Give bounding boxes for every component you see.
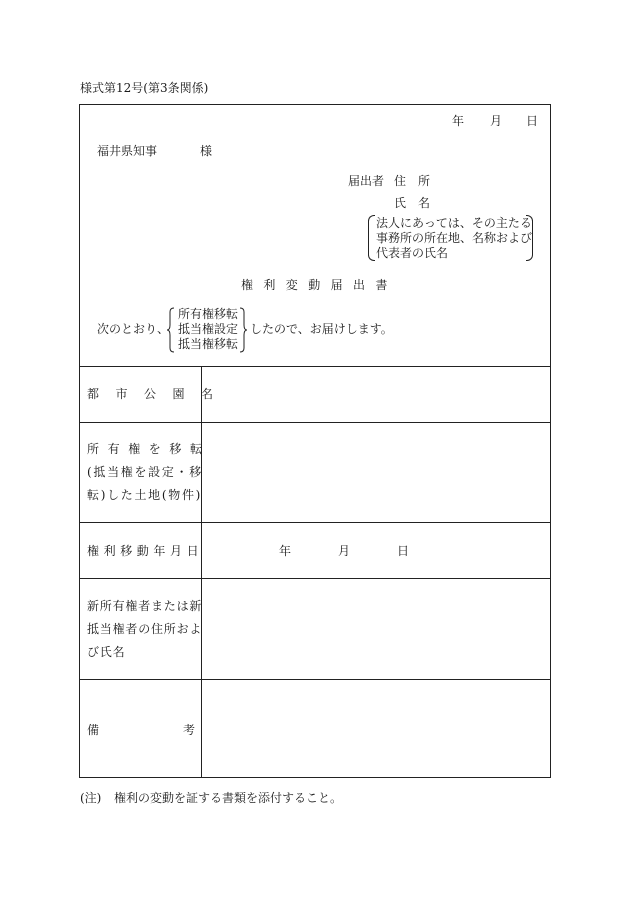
row-divider xyxy=(80,522,550,523)
statement-option: 抵当権設定 xyxy=(178,322,239,336)
statement-option: 抵当権移転 xyxy=(178,337,239,351)
statement-option: 所有権移転 xyxy=(178,307,239,321)
transfer-date-label: 権利移動年月日 xyxy=(87,544,204,558)
transfer-date-year: 年 xyxy=(279,544,292,558)
applicant-address-label xyxy=(394,175,430,187)
statement-suffix: したので、お届けします。 xyxy=(250,322,393,336)
options-brace-left xyxy=(167,307,175,353)
date-day: 日 xyxy=(526,114,539,128)
corporate-note-line: 事務所の所在地、名称および xyxy=(376,231,533,245)
land-label-line: (抵当権を設定・移 xyxy=(87,465,203,479)
form-number-label: 様式第12号(第3条関係) xyxy=(80,81,209,95)
new-owner-value[interactable] xyxy=(202,579,551,679)
date-month: 月 xyxy=(490,114,503,128)
remarks-char: 考 xyxy=(182,723,195,737)
note-bracket-right xyxy=(526,215,533,261)
document-title: 権利変動届出書 xyxy=(241,278,398,292)
options-brace-right xyxy=(239,307,247,353)
remarks-value[interactable] xyxy=(202,680,551,778)
new-owner-label-line: び氏名 xyxy=(87,645,126,659)
addressee-name: 福井県知事 xyxy=(97,144,158,158)
note-bracket-left xyxy=(368,215,375,261)
new-owner-label-line: 新所有権者または新 xyxy=(87,599,203,613)
statement-prefix: 次のとおり、 xyxy=(97,322,170,336)
footnote-text: 権利の変動を証する書類を添付すること。 xyxy=(114,791,343,805)
corporate-note-line: 代表者の氏名 xyxy=(376,246,449,260)
applicant-address-char: 所 xyxy=(417,174,430,188)
applicant-name-label xyxy=(394,197,430,209)
park-name-label: 都市公園名 xyxy=(87,387,230,401)
park-name-value[interactable] xyxy=(202,367,551,422)
applicant-label: 届出者 xyxy=(348,174,385,188)
applicant-name-char: 名 xyxy=(417,196,430,210)
footnote-mark: (注) xyxy=(80,791,102,805)
land-value[interactable] xyxy=(202,423,551,522)
land-label-line: 転)した土地(物件) xyxy=(87,488,203,502)
date-year: 年 xyxy=(452,114,465,128)
remarks-char: 備 xyxy=(87,723,100,737)
applicant-name-char: 氏 xyxy=(394,196,407,210)
new-owner-label-line: 抵当権者の住所およ xyxy=(87,622,203,636)
transfer-date-month: 月 xyxy=(338,544,351,558)
remarks-label xyxy=(87,724,195,736)
applicant-address-char: 住 xyxy=(394,174,407,188)
corporate-note-line: 法人にあっては、その主たる xyxy=(376,216,532,230)
form-frame xyxy=(79,104,551,778)
land-label-line: 所有権を移転 xyxy=(87,442,211,456)
transfer-date-day: 日 xyxy=(397,544,410,558)
addressee-honorific: 様 xyxy=(200,144,213,158)
